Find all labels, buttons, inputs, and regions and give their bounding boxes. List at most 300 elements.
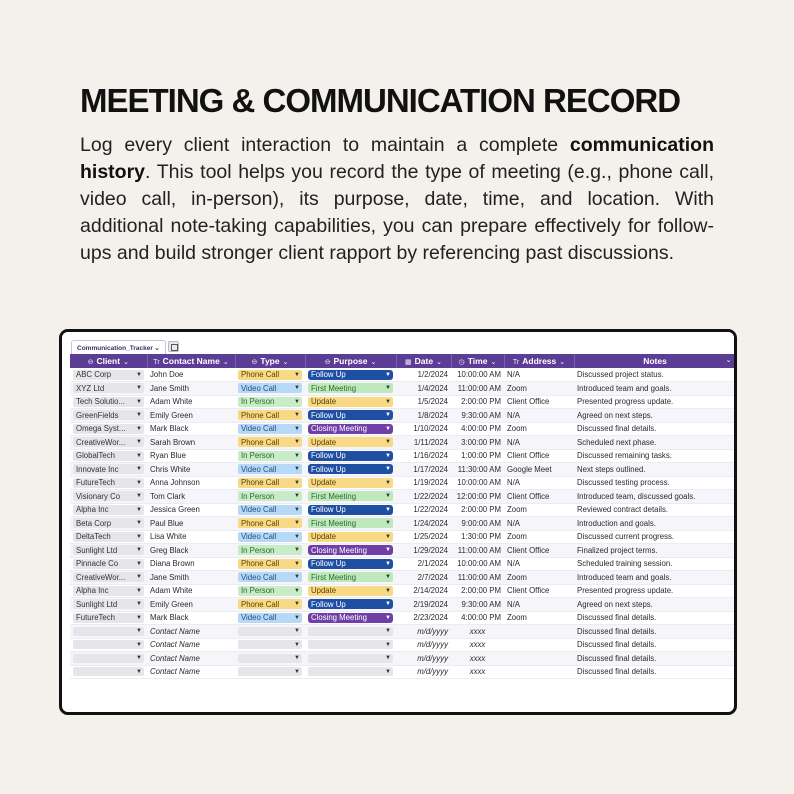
cell-notes[interactable]: Discussed final details. [574, 422, 736, 436]
cell-purpose[interactable] [305, 544, 396, 558]
column-header-notes[interactable] [574, 354, 736, 368]
cell-client[interactable] [70, 530, 147, 544]
purpose-select[interactable] [308, 667, 393, 676]
cell-address[interactable]: Zoom [504, 611, 574, 625]
cell-date[interactable]: 1/22/2024 [396, 503, 451, 517]
cell-date[interactable]: 1/29/2024 [396, 544, 451, 558]
column-header-purpose[interactable] [305, 354, 396, 368]
caret-down-icon[interactable]: ▼ [294, 466, 300, 473]
type-select[interactable] [238, 478, 302, 488]
purpose-select[interactable] [308, 505, 393, 515]
cell-date-placeholder[interactable]: m/d/yyyy [396, 665, 451, 679]
caret-down-icon[interactable]: ▼ [385, 641, 391, 648]
cell-type[interactable] [235, 530, 305, 544]
cell-purpose[interactable] [305, 409, 396, 423]
client-select[interactable] [73, 478, 144, 488]
caret-down-icon[interactable]: ▼ [136, 398, 142, 405]
client-select[interactable] [73, 572, 144, 582]
purpose-select[interactable] [308, 613, 393, 623]
cell-address[interactable] [504, 665, 574, 679]
cell-time[interactable]: 11:00:00 AM [451, 382, 504, 396]
cell-time[interactable]: 11:00:00 AM [451, 571, 504, 585]
cell-notes[interactable]: Reviewed contract details. [574, 503, 736, 517]
cell-time[interactable]: 9:30:00 AM [451, 598, 504, 612]
cell-date[interactable]: 1/25/2024 [396, 530, 451, 544]
caret-down-icon[interactable]: ▼ [136, 668, 142, 675]
cell-notes[interactable]: Introduced team and goals. [574, 571, 736, 585]
caret-down-icon[interactable]: ▼ [385, 425, 391, 432]
cell-address[interactable] [504, 625, 574, 639]
caret-down-icon[interactable]: ▼ [385, 560, 391, 567]
type-select[interactable] [238, 572, 302, 582]
cell-contact[interactable]: Jane Smith [147, 571, 235, 585]
cell-time[interactable]: 4:00:00 PM [451, 422, 504, 436]
caret-down-icon[interactable]: ▼ [136, 466, 142, 473]
cell-address[interactable]: Google Meet [504, 463, 574, 477]
cell-time-placeholder[interactable]: xxxx [451, 625, 504, 639]
table-row[interactable] [70, 517, 736, 531]
cell-type[interactable] [235, 625, 305, 639]
cell-date[interactable]: 1/5/2024 [396, 395, 451, 409]
client-select[interactable] [73, 599, 144, 609]
table-row[interactable] [70, 382, 736, 396]
caret-down-icon[interactable]: ▼ [294, 533, 300, 540]
purpose-select[interactable] [308, 654, 393, 663]
cell-type[interactable] [235, 652, 305, 666]
caret-down-icon[interactable]: ▼ [294, 668, 300, 675]
cell-purpose[interactable] [305, 422, 396, 436]
cell-time[interactable]: 1:00:00 PM [451, 449, 504, 463]
caret-down-icon[interactable]: ▼ [385, 493, 391, 500]
cell-address[interactable]: Client Office [504, 544, 574, 558]
cell-date-placeholder[interactable]: m/d/yyyy [396, 638, 451, 652]
caret-down-icon[interactable]: ▼ [385, 601, 391, 608]
table-row[interactable] [70, 611, 736, 625]
caret-down-icon[interactable]: ▼ [385, 412, 391, 419]
cell-type[interactable] [235, 611, 305, 625]
cell-type[interactable] [235, 503, 305, 517]
cell-date[interactable]: 1/22/2024 [396, 490, 451, 504]
caret-down-icon[interactable]: ▼ [136, 547, 142, 554]
cell-contact[interactable]: Jessica Green [147, 503, 235, 517]
chevron-down-icon[interactable]: ⌄ [559, 359, 566, 366]
cell-type[interactable] [235, 584, 305, 598]
caret-down-icon[interactable]: ▼ [385, 439, 391, 446]
cell-notes[interactable]: Introduced team and goals. [574, 382, 736, 396]
cell-contact[interactable]: Mark Black [147, 611, 235, 625]
table-row[interactable] [70, 490, 736, 504]
caret-down-icon[interactable]: ▼ [136, 655, 142, 662]
cell-date[interactable]: 1/17/2024 [396, 463, 451, 477]
caret-down-icon[interactable]: ▼ [294, 601, 300, 608]
cell-contact-placeholder[interactable]: Contact Name [147, 652, 235, 666]
client-select[interactable] [73, 654, 144, 663]
caret-down-icon[interactable]: ▼ [294, 641, 300, 648]
purpose-select[interactable] [308, 518, 393, 528]
cell-date[interactable]: 1/8/2024 [396, 409, 451, 423]
client-select[interactable] [73, 370, 144, 380]
caret-down-icon[interactable]: ▼ [294, 412, 300, 419]
cell-notes[interactable]: Discussed current progress. [574, 530, 736, 544]
purpose-select[interactable] [308, 437, 393, 447]
caret-down-icon[interactable]: ▼ [385, 574, 391, 581]
cell-time[interactable]: 9:00:00 AM [451, 517, 504, 531]
cell-purpose[interactable] [305, 382, 396, 396]
caret-down-icon[interactable]: ▼ [385, 385, 391, 392]
caret-down-icon[interactable]: ▼ [385, 614, 391, 621]
client-select[interactable] [73, 559, 144, 569]
chevron-down-icon[interactable]: ⌄ [490, 359, 497, 366]
chevron-down-icon[interactable]: ⌄ [222, 359, 229, 366]
cell-date[interactable]: 1/24/2024 [396, 517, 451, 531]
cell-client[interactable] [70, 625, 147, 639]
cell-client[interactable] [70, 598, 147, 612]
cell-client[interactable] [70, 409, 147, 423]
cell-contact-placeholder[interactable]: Contact Name [147, 665, 235, 679]
purpose-select[interactable] [308, 397, 393, 407]
cell-time-placeholder[interactable]: xxxx [451, 638, 504, 652]
client-select[interactable] [73, 545, 144, 555]
caret-down-icon[interactable]: ▼ [385, 547, 391, 554]
caret-down-icon[interactable]: ▼ [385, 506, 391, 513]
cell-purpose[interactable] [305, 557, 396, 571]
caret-down-icon[interactable]: ▼ [294, 547, 300, 554]
cell-purpose[interactable] [305, 638, 396, 652]
type-select[interactable] [238, 491, 302, 501]
cell-notes[interactable]: Next steps outlined. [574, 463, 736, 477]
client-select[interactable] [73, 640, 144, 649]
cell-purpose[interactable] [305, 490, 396, 504]
type-select[interactable] [238, 599, 302, 609]
caret-down-icon[interactable]: ▼ [136, 560, 142, 567]
caret-down-icon[interactable]: ▼ [385, 398, 391, 405]
caret-down-icon[interactable]: ▼ [136, 412, 142, 419]
purpose-select[interactable] [308, 545, 393, 555]
cell-date[interactable]: 1/4/2024 [396, 382, 451, 396]
cell-notes[interactable]: Agreed on next steps. [574, 598, 736, 612]
cell-time[interactable]: 11:30:00 AM [451, 463, 504, 477]
cell-time-placeholder[interactable]: xxxx [451, 665, 504, 679]
cell-time[interactable]: 11:00:00 AM [451, 544, 504, 558]
caret-down-icon[interactable]: ▼ [294, 439, 300, 446]
cell-client[interactable] [70, 665, 147, 679]
cell-address[interactable]: Zoom [504, 422, 574, 436]
cell-client[interactable] [70, 611, 147, 625]
cell-date[interactable]: 1/19/2024 [396, 476, 451, 490]
cell-date[interactable]: 1/11/2024 [396, 436, 451, 450]
caret-down-icon[interactable]: ▼ [294, 655, 300, 662]
caret-down-icon[interactable]: ▼ [136, 533, 142, 540]
cell-contact[interactable]: Mark Black [147, 422, 235, 436]
caret-down-icon[interactable]: ▼ [136, 641, 142, 648]
caret-down-icon[interactable]: ▼ [136, 601, 142, 608]
chevron-down-icon[interactable]: ⌄ [123, 359, 129, 366]
client-select[interactable] [73, 451, 144, 461]
client-select[interactable] [73, 424, 144, 434]
chevron-down-icon[interactable]: ⌄ [436, 359, 442, 366]
caret-down-icon[interactable]: ▼ [136, 385, 142, 392]
cell-address[interactable]: Zoom [504, 382, 574, 396]
cell-client[interactable] [70, 395, 147, 409]
table-row[interactable] [70, 368, 736, 382]
cell-address[interactable]: N/A [504, 517, 574, 531]
cell-client[interactable] [70, 368, 147, 382]
cell-client[interactable] [70, 557, 147, 571]
chevron-down-icon[interactable]: ⌄ [725, 357, 732, 364]
cell-address[interactable]: N/A [504, 598, 574, 612]
client-select[interactable] [73, 532, 144, 542]
caret-down-icon[interactable]: ▼ [294, 614, 300, 621]
type-select[interactable] [238, 437, 302, 447]
caret-down-icon[interactable]: ▼ [294, 398, 300, 405]
empty-table-row[interactable] [70, 665, 736, 679]
client-select[interactable] [73, 464, 144, 474]
table-row[interactable] [70, 544, 736, 558]
cell-contact[interactable]: Emily Green [147, 598, 235, 612]
type-select[interactable] [238, 518, 302, 528]
table-row[interactable] [70, 598, 736, 612]
type-select[interactable] [238, 451, 302, 461]
caret-down-icon[interactable]: ▼ [385, 520, 391, 527]
cell-time[interactable]: 10:00:00 AM [451, 368, 504, 382]
empty-table-row[interactable] [70, 625, 736, 639]
caret-down-icon[interactable]: ▼ [385, 655, 391, 662]
cell-contact[interactable]: Diana Brown [147, 557, 235, 571]
client-select[interactable] [73, 437, 144, 447]
type-select[interactable] [238, 586, 302, 596]
purpose-select[interactable] [308, 572, 393, 582]
cell-contact[interactable]: Chris White [147, 463, 235, 477]
column-header-address[interactable] [504, 354, 574, 368]
type-select[interactable] [238, 410, 302, 420]
caret-down-icon[interactable]: ▼ [385, 371, 391, 378]
table-row[interactable] [70, 476, 736, 490]
sheet-tab[interactable] [71, 340, 166, 355]
cell-date[interactable]: 1/10/2024 [396, 422, 451, 436]
type-select[interactable] [238, 383, 302, 393]
client-select[interactable] [73, 505, 144, 515]
cell-contact[interactable]: Adam White [147, 395, 235, 409]
purpose-select[interactable] [308, 640, 393, 649]
caret-down-icon[interactable]: ▼ [385, 466, 391, 473]
cell-purpose[interactable] [305, 368, 396, 382]
type-select[interactable] [238, 397, 302, 407]
cell-type[interactable] [235, 517, 305, 531]
cell-purpose[interactable] [305, 571, 396, 585]
cell-date[interactable]: 2/1/2024 [396, 557, 451, 571]
cell-contact[interactable]: Tom Clark [147, 490, 235, 504]
cell-type[interactable] [235, 665, 305, 679]
caret-down-icon[interactable]: ▼ [385, 587, 391, 594]
table-row[interactable] [70, 530, 736, 544]
cell-address[interactable]: N/A [504, 557, 574, 571]
cell-purpose[interactable] [305, 584, 396, 598]
purpose-select[interactable] [308, 532, 393, 542]
table-row[interactable] [70, 557, 736, 571]
cell-purpose[interactable] [305, 476, 396, 490]
cell-purpose[interactable] [305, 611, 396, 625]
purpose-select[interactable] [308, 627, 393, 636]
cell-client[interactable] [70, 652, 147, 666]
cell-time[interactable]: 12:00:00 PM [451, 490, 504, 504]
type-select[interactable] [238, 545, 302, 555]
cell-type[interactable] [235, 422, 305, 436]
cell-type[interactable] [235, 490, 305, 504]
type-select[interactable] [238, 640, 302, 649]
caret-down-icon[interactable]: ▼ [136, 479, 142, 486]
table-row[interactable] [70, 436, 736, 450]
cell-date[interactable]: 1/2/2024 [396, 368, 451, 382]
caret-down-icon[interactable]: ▼ [136, 506, 142, 513]
caret-down-icon[interactable]: ▼ [294, 574, 300, 581]
caret-down-icon[interactable]: ▼ [385, 533, 391, 540]
type-select[interactable] [238, 613, 302, 623]
caret-down-icon[interactable]: ▼ [294, 425, 300, 432]
cell-client[interactable] [70, 463, 147, 477]
cell-purpose[interactable] [305, 652, 396, 666]
cell-client[interactable] [70, 503, 147, 517]
chevron-down-icon[interactable]: ⌄ [370, 359, 377, 366]
cell-notes[interactable]: Discussed final details. [574, 652, 736, 666]
cell-notes[interactable]: Discussed testing process. [574, 476, 736, 490]
cell-address[interactable]: N/A [504, 476, 574, 490]
cell-time[interactable]: 10:00:00 AM [451, 476, 504, 490]
table-row[interactable] [70, 584, 736, 598]
cell-client[interactable] [70, 382, 147, 396]
purpose-select[interactable] [308, 370, 393, 380]
cell-address[interactable]: Zoom [504, 530, 574, 544]
type-select[interactable] [238, 559, 302, 569]
cell-contact[interactable]: John Doe [147, 368, 235, 382]
cell-notes[interactable]: Discussed final details. [574, 638, 736, 652]
table-row[interactable] [70, 463, 736, 477]
cell-date[interactable]: 2/19/2024 [396, 598, 451, 612]
client-select[interactable] [73, 613, 144, 623]
caret-down-icon[interactable]: ▼ [136, 493, 142, 500]
cell-contact[interactable]: Emily Green [147, 409, 235, 423]
purpose-select[interactable] [308, 491, 393, 501]
caret-down-icon[interactable]: ▼ [294, 587, 300, 594]
client-select[interactable] [73, 627, 144, 636]
cell-type[interactable] [235, 557, 305, 571]
caret-down-icon[interactable]: ▼ [385, 628, 391, 635]
cell-purpose[interactable] [305, 503, 396, 517]
cell-client[interactable] [70, 517, 147, 531]
purpose-select[interactable] [308, 410, 393, 420]
cell-client[interactable] [70, 638, 147, 652]
column-header-date[interactable] [396, 354, 451, 368]
cell-type[interactable] [235, 476, 305, 490]
cell-notes[interactable]: Discussed project status. [574, 368, 736, 382]
cell-type[interactable] [235, 436, 305, 450]
cell-type[interactable] [235, 571, 305, 585]
cell-address[interactable]: Client Office [504, 490, 574, 504]
cell-date[interactable]: 2/7/2024 [396, 571, 451, 585]
caret-down-icon[interactable]: ▼ [136, 520, 142, 527]
client-select[interactable] [73, 383, 144, 393]
chevron-down-icon[interactable]: ⌄ [282, 359, 289, 366]
cell-contact[interactable]: Greg Black [147, 544, 235, 558]
empty-table-row[interactable] [70, 652, 736, 666]
cell-date[interactable]: 2/23/2024 [396, 611, 451, 625]
cell-time[interactable]: 1:30:00 PM [451, 530, 504, 544]
cell-time[interactable]: 3:00:00 PM [451, 436, 504, 450]
cell-address[interactable] [504, 638, 574, 652]
cell-address[interactable]: N/A [504, 368, 574, 382]
cell-client[interactable] [70, 436, 147, 450]
cell-purpose[interactable] [305, 449, 396, 463]
cell-address[interactable]: Client Office [504, 449, 574, 463]
type-select[interactable] [238, 667, 302, 676]
cell-type[interactable] [235, 409, 305, 423]
caret-down-icon[interactable]: ▼ [294, 385, 300, 392]
cell-date-placeholder[interactable]: m/d/yyyy [396, 652, 451, 666]
cell-contact-placeholder[interactable]: Contact Name [147, 638, 235, 652]
caret-down-icon[interactable]: ▼ [136, 425, 142, 432]
caret-down-icon[interactable]: ▼ [136, 371, 142, 378]
cell-contact[interactable]: Lisa White [147, 530, 235, 544]
cell-client[interactable] [70, 584, 147, 598]
cell-type[interactable] [235, 382, 305, 396]
table-row[interactable] [70, 449, 736, 463]
cell-type[interactable] [235, 368, 305, 382]
cell-address[interactable] [504, 652, 574, 666]
type-select[interactable] [238, 464, 302, 474]
cell-notes[interactable]: Agreed on next steps. [574, 409, 736, 423]
caret-down-icon[interactable]: ▼ [294, 506, 300, 513]
cell-address[interactable]: N/A [504, 409, 574, 423]
cell-contact-placeholder[interactable]: Contact Name [147, 625, 235, 639]
cell-date-placeholder[interactable]: m/d/yyyy [396, 625, 451, 639]
cell-date[interactable]: 2/14/2024 [396, 584, 451, 598]
cell-time[interactable]: 2:00:00 PM [451, 395, 504, 409]
empty-table-row[interactable] [70, 638, 736, 652]
cell-time[interactable]: 4:00:00 PM [451, 611, 504, 625]
caret-down-icon[interactable]: ▼ [294, 628, 300, 635]
cell-notes[interactable]: Finalized project terms. [574, 544, 736, 558]
cell-time[interactable]: 10:00:00 AM [451, 557, 504, 571]
cell-type[interactable] [235, 544, 305, 558]
caret-down-icon[interactable]: ▼ [294, 493, 300, 500]
cell-contact[interactable]: Anna Johnson [147, 476, 235, 490]
purpose-select[interactable] [308, 478, 393, 488]
column-header-contact[interactable] [147, 354, 235, 368]
table-row[interactable] [70, 395, 736, 409]
cell-purpose[interactable] [305, 436, 396, 450]
caret-down-icon[interactable]: ▼ [294, 479, 300, 486]
cell-notes[interactable]: Scheduled next phase. [574, 436, 736, 450]
cell-time[interactable]: 2:00:00 PM [451, 584, 504, 598]
type-select[interactable] [238, 424, 302, 434]
cell-client[interactable] [70, 490, 147, 504]
caret-down-icon[interactable]: ▼ [136, 439, 142, 446]
column-header-type[interactable] [235, 354, 305, 368]
client-select[interactable] [73, 397, 144, 407]
purpose-select[interactable] [308, 599, 393, 609]
client-select[interactable] [73, 410, 144, 420]
type-select[interactable] [238, 627, 302, 636]
cell-address[interactable]: Client Office [504, 584, 574, 598]
cell-contact[interactable]: Paul Blue [147, 517, 235, 531]
purpose-select[interactable] [308, 383, 393, 393]
client-select[interactable] [73, 667, 144, 676]
column-header-client[interactable] [70, 354, 147, 368]
cell-notes[interactable]: Discussed remaining tasks. [574, 449, 736, 463]
cell-client[interactable] [70, 571, 147, 585]
cell-type[interactable] [235, 449, 305, 463]
cell-contact[interactable]: Jane Smith [147, 382, 235, 396]
purpose-select[interactable] [308, 464, 393, 474]
